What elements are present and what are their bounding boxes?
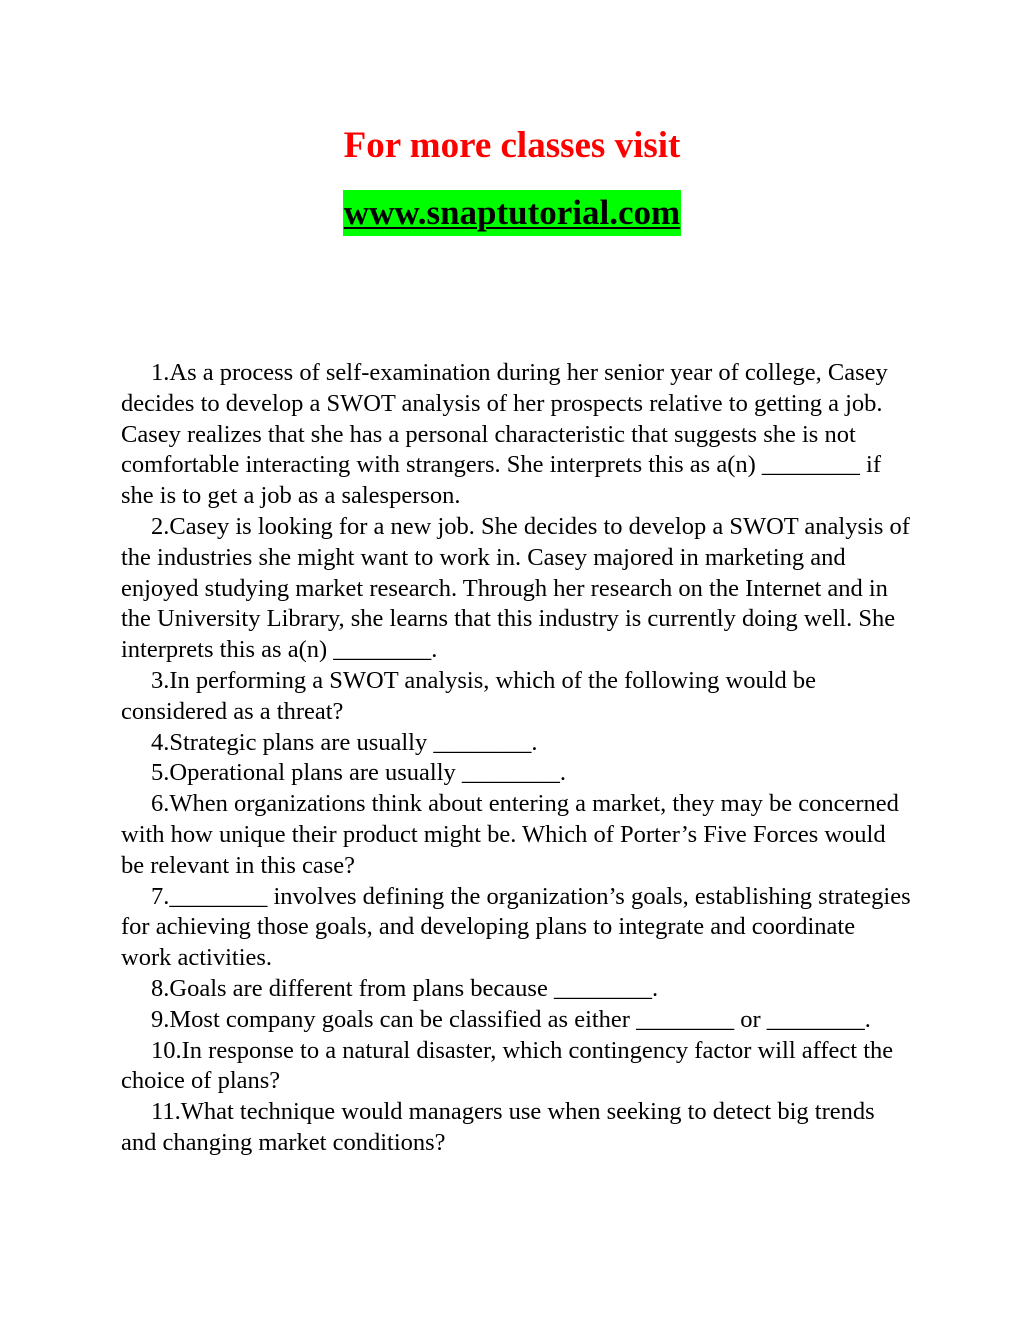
question-item-1: 1.As a process of self-examination during her senior year of college, Casey decides to develop a SWOT analysis of her prospects relative to getting a job. Casey realizes that she has a personal characteristic that suggests she is not comfortable interacting with strangers. She interprets this as a(n) ________ if she is to get a job as a salesperson. [121,359,888,510]
question-item-9: 9.Most company goals can be classified as either ________ or ________. [151,1005,871,1033]
question-item-11: 11.What technique would managers use when seeking to detect big trends and changing market conditions? [121,1098,875,1156]
question-item-4: 4.Strategic plans are usually ________. [151,728,538,756]
question-item-10: 10.In response to a natural disaster, which contingency factor will affect the choice of plans? [121,1036,894,1095]
question-item-7: 7.________ involves defining the organization’s goals, establishing strategies for achieving those goals, and developing plans to integrate and coordinate work activities. [121,882,911,972]
question-item-6: 6.When organizations think about entering a market, they may be concerned with how unique their product might be. Which of Porter’s Five Forces would be relevant in this case? [121,790,899,879]
website-link[interactable]: www.snaptutorial.com [343,190,681,236]
question-list [121,358,911,1159]
website-link-container [0,190,1024,236]
page-title: For more classes visit [343,125,681,166]
question-item-2: 2.Casey is looking for a new job. She decides to develop a SWOT analysis of the industries she might want to work in. Casey majored in marketing and enjoyed studying market research. Through her research on the Internet and in the University Library, she learns that this industry is currently doing well. She interprets this as a(n) ________. [121,512,910,664]
question-item-5: 5.Operational plans are usually ________. [151,759,567,787]
question-item-8: 8.Goals are different from plans because ________. [151,974,659,1002]
question-item-3: 3.In performing a SWOT analysis, which of the following would be considered as a threat? [121,666,817,725]
